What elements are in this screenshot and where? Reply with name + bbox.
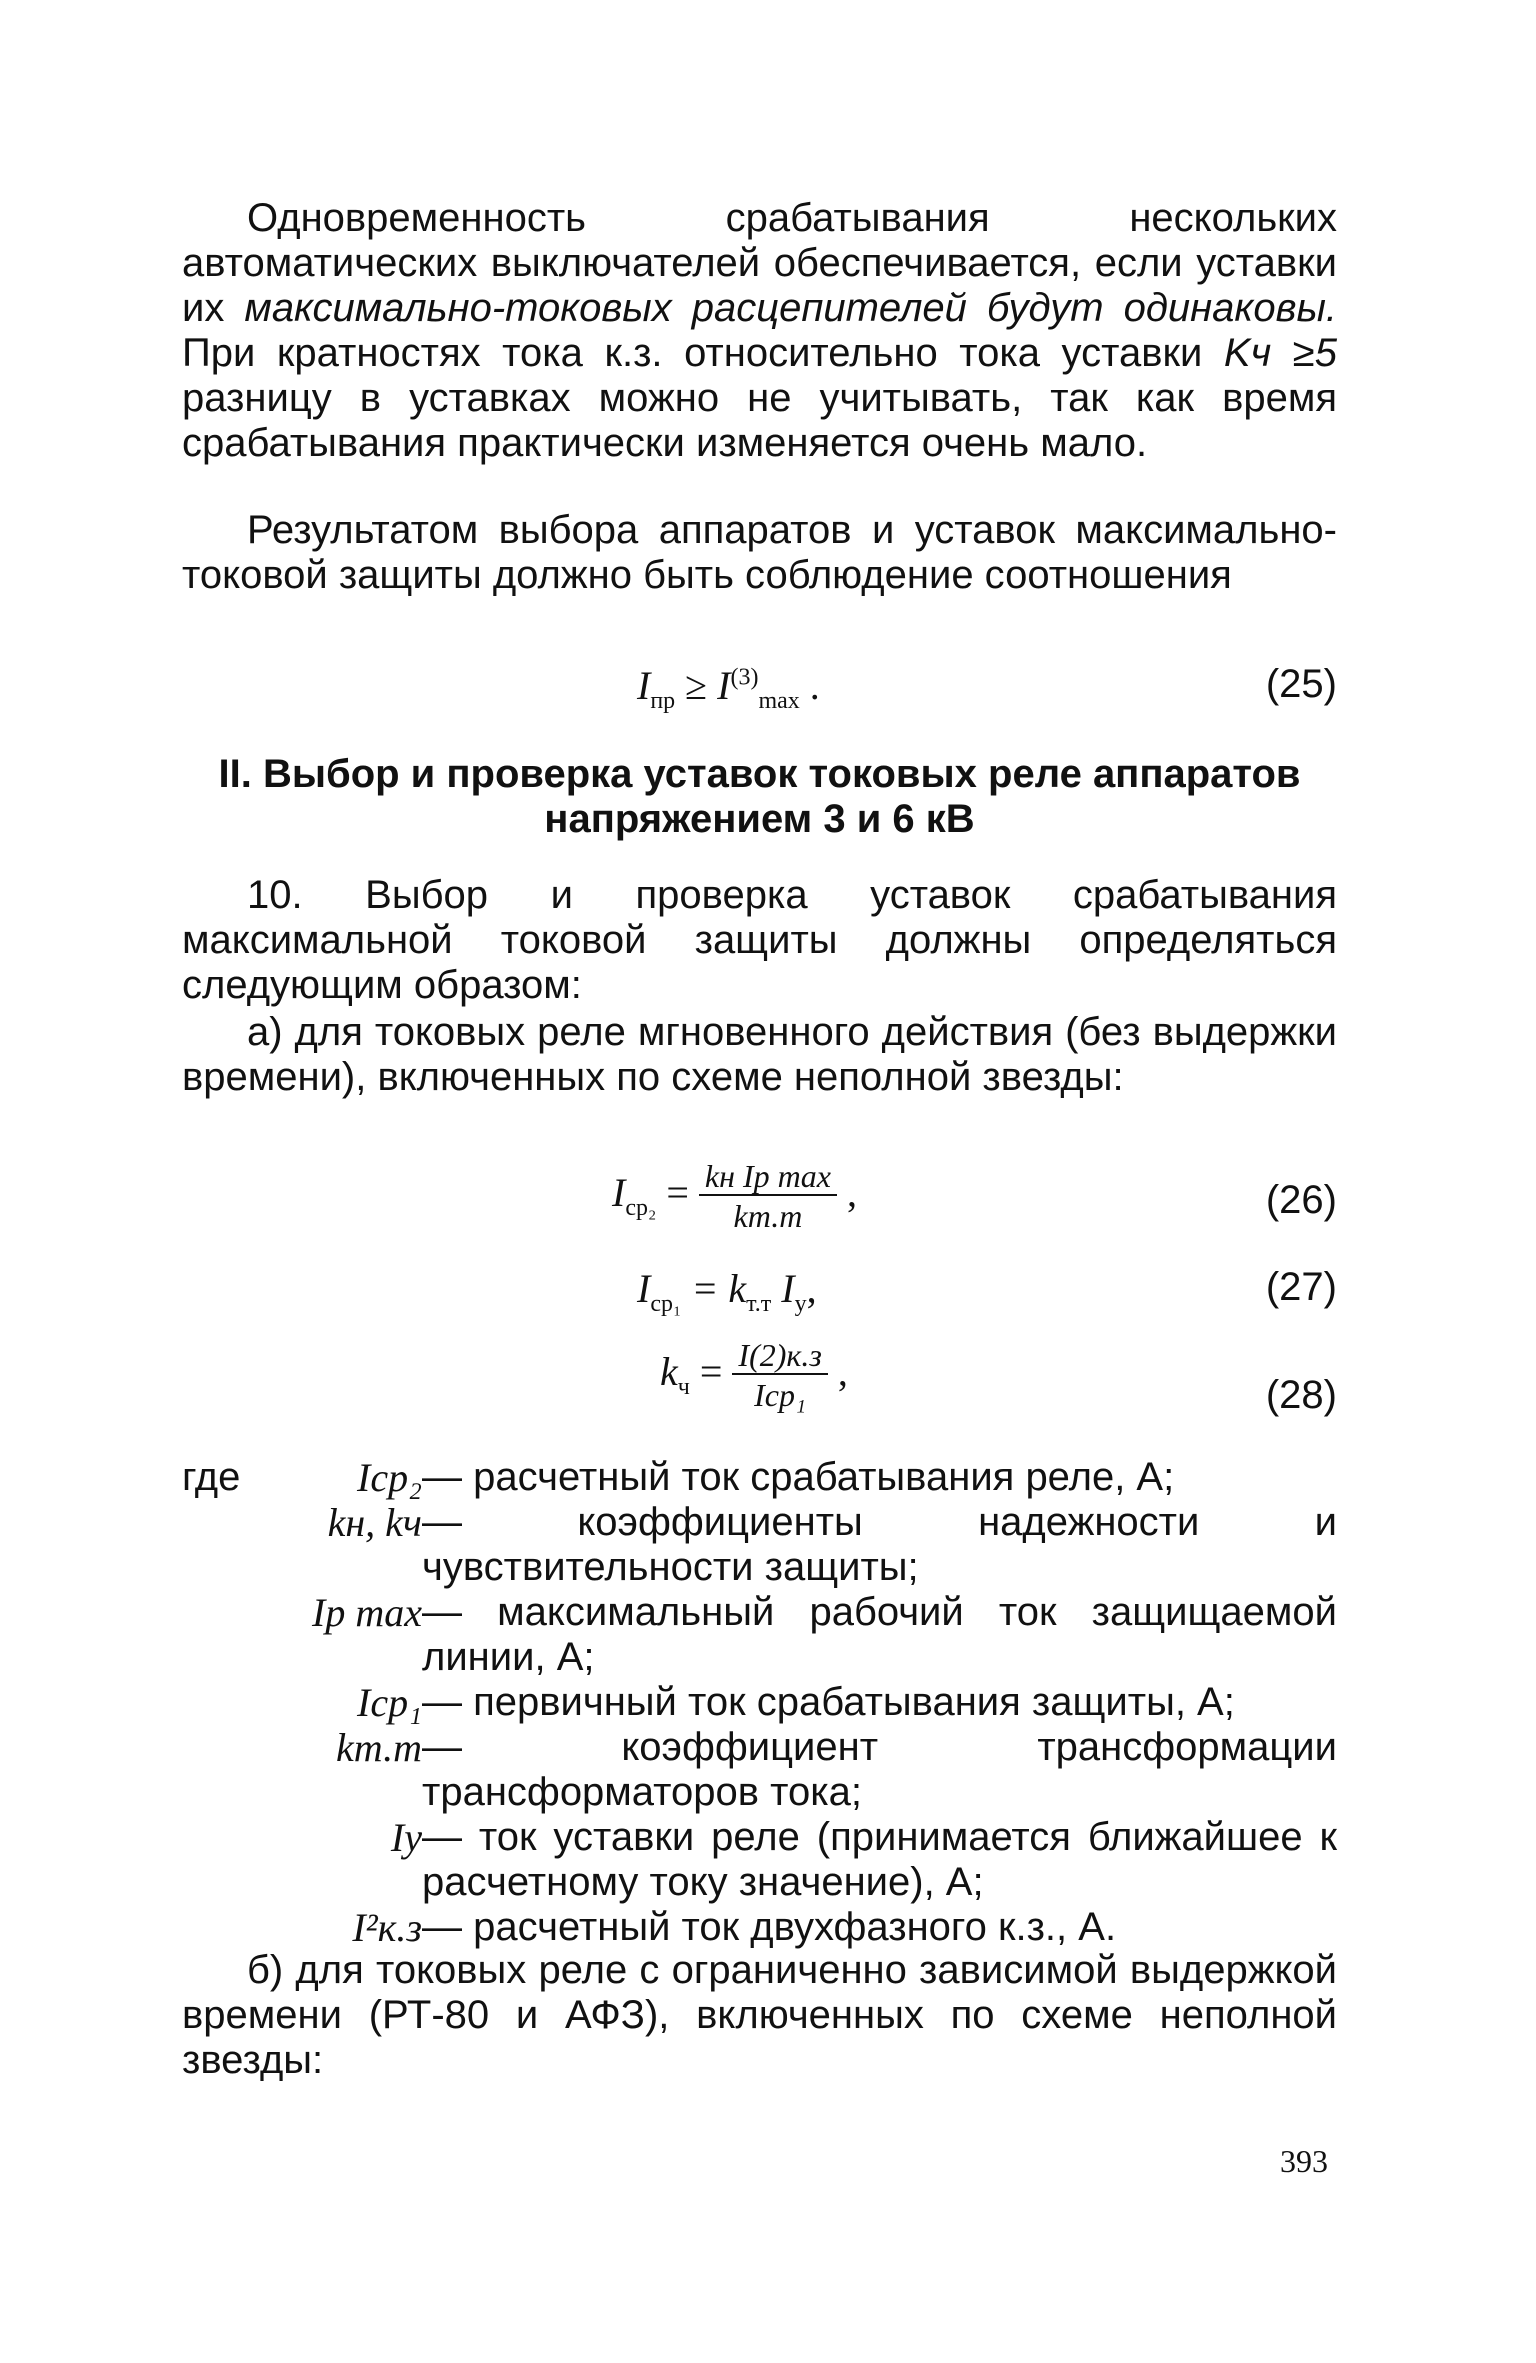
equation-number-26: (26) bbox=[1265, 1178, 1337, 1222]
equation-number-25: (25) bbox=[1265, 662, 1337, 706]
symbol-definitions bbox=[182, 1455, 1337, 1950]
definition-text: — расчетный ток двухфазного к.з., А. bbox=[422, 1905, 1117, 1949]
p1-text-a: Одновременность срабатывания нескольких автоматических выключателей обеспечивается, если уставки их bbox=[182, 196, 1337, 330]
item-b bbox=[182, 1948, 1337, 2083]
p1-text-c: разницу в уставках можно не учитывать, так как время срабатывания практически изменяется очень мало. bbox=[182, 376, 1337, 465]
definition-text: — коэффициент трансформации трансформаторов тока; bbox=[422, 1725, 1337, 1814]
item-10-text: 10. Выбор и проверка уставок срабатывания максимальной токовой защиты должны определяться следующим образом: bbox=[182, 873, 1337, 1007]
p2-text: Результатом выбора аппаратов и уставок максимально-токовой защиты должно быть соблюдение соотношения bbox=[182, 508, 1337, 597]
definition-symbol: kн, kч bbox=[327, 1500, 422, 1545]
p1-symbol: Kч ≥5 bbox=[1223, 331, 1337, 375]
definition-symbol: Iср₂ bbox=[357, 1455, 422, 1500]
section-title-line-1: II. Выбор и проверка уставок токовых реле аппаратов bbox=[218, 752, 1301, 796]
formula-26-denominator: kт.т bbox=[733, 1198, 803, 1234]
definition-symbol: I²к.з bbox=[352, 1905, 422, 1950]
paragraph-2 bbox=[182, 508, 1337, 598]
definition-lead: где bbox=[182, 1455, 241, 1499]
item-10 bbox=[182, 873, 1337, 1008]
definition-row bbox=[182, 1680, 1337, 1725]
definition-text: — расчетный ток срабатывания реле, А; bbox=[422, 1455, 1175, 1499]
definition-row bbox=[182, 1725, 1337, 1815]
p1-text-b: При кратностях тока к.з. относительно тока уставки bbox=[182, 331, 1224, 375]
section-heading bbox=[182, 752, 1337, 842]
page-number: 393 bbox=[1280, 2143, 1328, 2179]
formula-26: $I_{ср_2}$ = $\frac{\text{kн Iр max}}{kт.т}$ , (26) bbox=[612, 1158, 1337, 1234]
formula-28-denominator: Iср₁ bbox=[754, 1377, 807, 1413]
definition-text: — ток уставки реле (принимается ближайшее к расчетному току значение), А; bbox=[422, 1815, 1337, 1904]
formula-26-numerator: kн Iр max bbox=[699, 1158, 837, 1196]
section-title-line-2: напряжением 3 и 6 кВ bbox=[544, 797, 975, 841]
p1-italic: максимально-токовых расцепителей будут одинаковы. bbox=[244, 286, 1337, 330]
item-a bbox=[182, 1010, 1337, 1100]
equation-number-27: (27) bbox=[1265, 1265, 1337, 1309]
paragraph-1 bbox=[182, 196, 1337, 466]
definition-symbol: kт.т bbox=[335, 1725, 422, 1770]
definition-text: — максимальный рабочий ток защищаемой линии, А; bbox=[422, 1590, 1337, 1679]
definition-text: — первичный ток срабатывания защиты, А; bbox=[422, 1680, 1235, 1724]
item-b-text: б) для токовых реле с ограниченно зависимой выдержкой времени (РТ-80 и АФЗ), включенных по схеме неполной звезды: bbox=[182, 1948, 1337, 2082]
formula-28-numerator: I(2)к.з bbox=[732, 1337, 827, 1375]
formula-25: $I_{пр} \ge I^{(3)}_{max}$ . (25) bbox=[637, 662, 1337, 714]
definition-symbol: Iр max bbox=[312, 1590, 422, 1635]
definition-row bbox=[182, 1905, 1337, 1950]
equation-number-28: (28) bbox=[1265, 1373, 1337, 1417]
formula-28: $k_ч$ = $\frac{I(2)к.з}{\text{Iср₁}}$ , (28) bbox=[660, 1337, 1337, 1417]
definition-row bbox=[182, 1455, 1337, 1500]
formula-27: $I_{ср_1} = k_{т.т}$ $I_у$, (27) bbox=[637, 1265, 1337, 1317]
definition-symbol: Iу bbox=[390, 1815, 422, 1860]
item-a-text: а) для токовых реле мгновенного действия (без выдержки времени), включенных по схеме неполной звезды: bbox=[182, 1010, 1337, 1099]
definition-text: — коэффициенты надежности и чувствительности защиты; bbox=[422, 1500, 1337, 1589]
definition-row bbox=[182, 1590, 1337, 1680]
definition-symbol: Iср₁ bbox=[357, 1680, 422, 1725]
definition-row bbox=[182, 1815, 1337, 1905]
definition-row bbox=[182, 1500, 1337, 1590]
